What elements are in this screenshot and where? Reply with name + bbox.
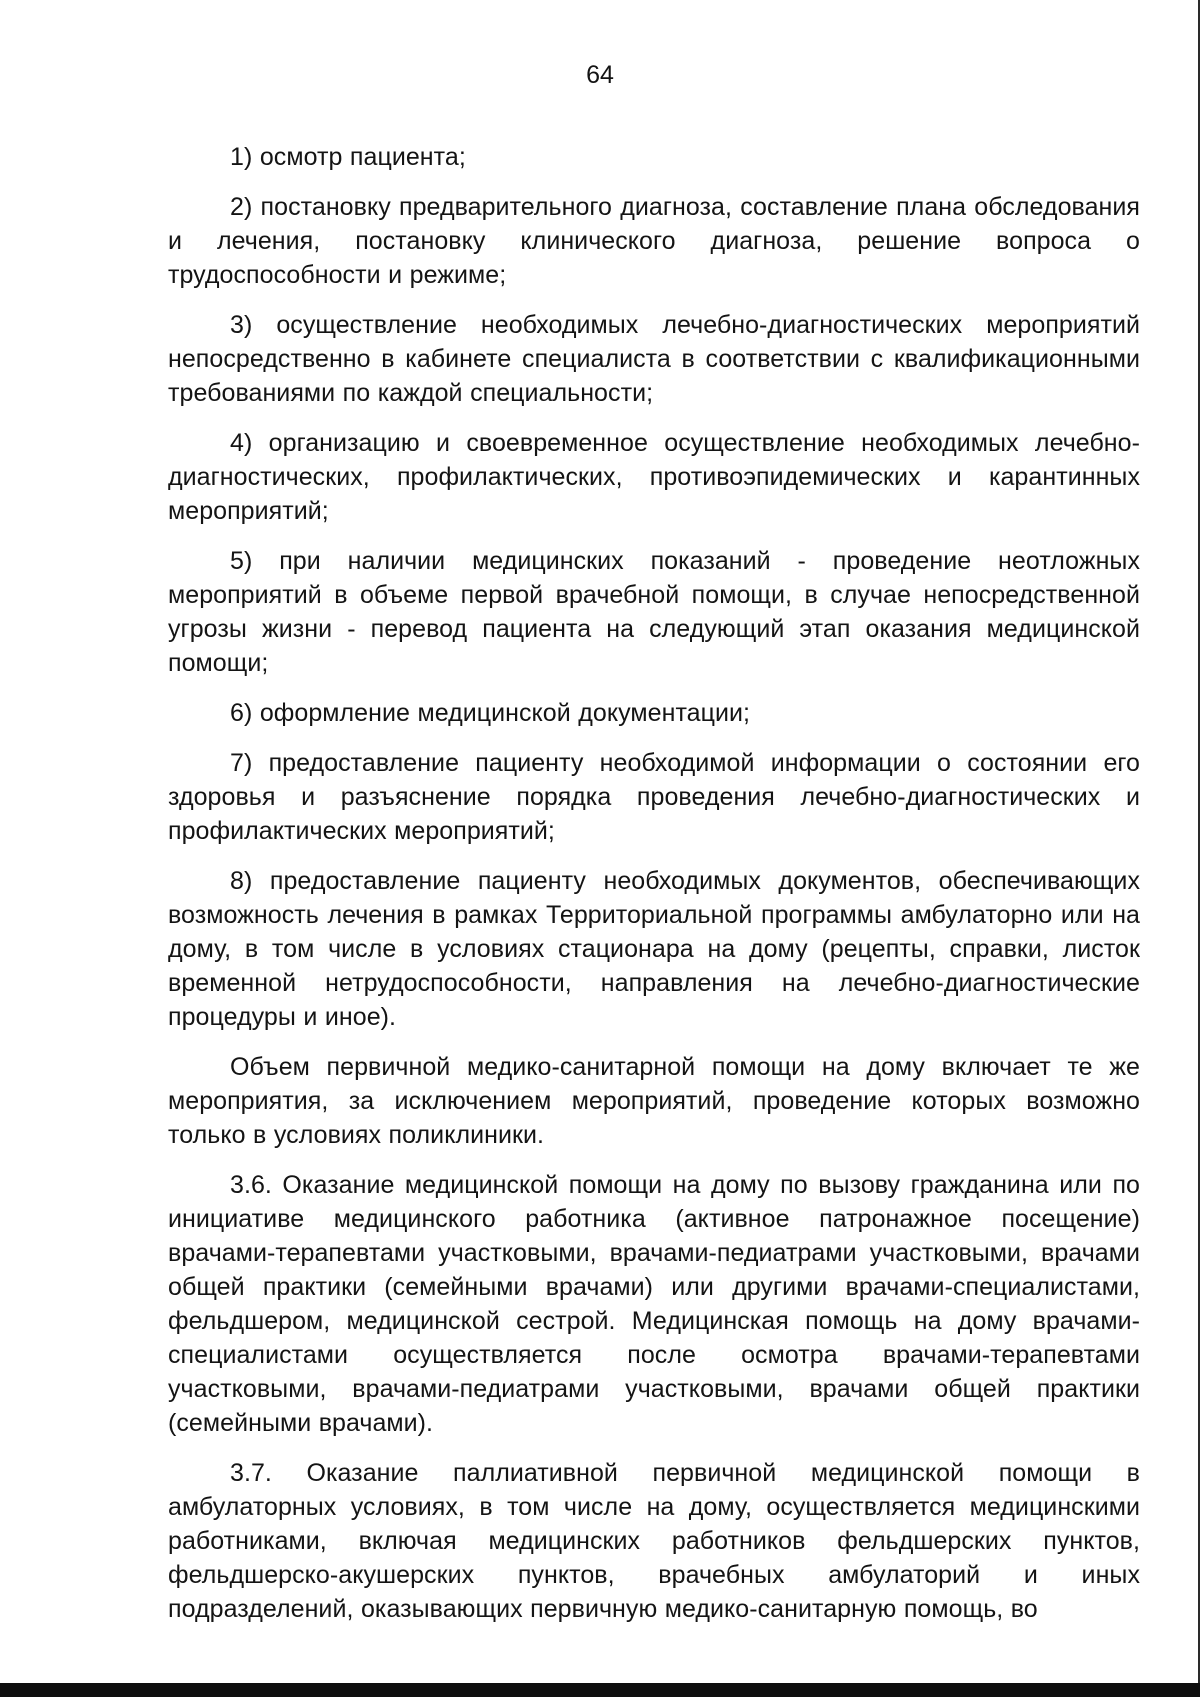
list-item-8: 8) предоставление пациенту необходимых документов, обеспечивающих возможность лечения в рамках Территориальной программы амбулаторно или на дому, в том числе в условиях стационара на дому (рецепты, справки, листок временной нетрудоспособности, направления на лечебно-диагностические процедуры и иное). [168, 867, 1140, 1031]
section-3-7-paragraph: 3.7. Оказание паллиативной первичной медицинской помощи в амбулаторных условиях, в том числе на дому, осуществляется медицинскими работниками, включая медицинских работников фельдшерских пунктов, фельдшерско-акушерских пунктов, врачебных амбулаторий и иных подразделений, оказывающих первичную медико-санитарную помощь, во [168, 1459, 1140, 1623]
scan-edge-bottom [0, 1683, 1200, 1697]
list-item-3: 3) осуществление необходимых лечебно-диагностических мероприятий непосредственно в кабинете специалиста в соответствии с квалификационными требованиями по каждой специальности; [168, 311, 1140, 407]
document-body [168, 140, 1140, 1642]
section-3-6-paragraph: 3.6. Оказание медицинской помощи на дому по вызову гражданина или по инициативе медицинского работника (активное патронажное посещение) врачами-терапевтами участковыми, врачами-педиатрами участковыми, врачами общей практики (семейными врачами) или другими врачами-специалистами, фельдшером, медицинской сестрой. Медицинская помощь на дому врачами-специалистами осуществляется после осмотра врачами-терапевтами участковыми, врачами-педиатрами участковыми, врачами общей практики (семейными врачами). [168, 1171, 1140, 1437]
list-item-5: 5) при наличии медицинских показаний - проведение неотложных мероприятий в объеме первой врачебной помощи, в случае непосредственной угрозы жизни - перевод пациента на следующий этап оказания медицинской помощи; [168, 547, 1140, 677]
list-item-1: 1) осмотр пациента; [230, 143, 466, 171]
list-item-6: 6) оформление медицинской документации; [230, 699, 751, 727]
page-number: 64 [586, 61, 614, 89]
home-care-scope-paragraph: Объем первичной медико-санитарной помощи на дому включает те же мероприятия, за исключением мероприятий, проведение которых возможно только в условиях поликлиники. [168, 1053, 1140, 1149]
list-item-4: 4) организацию и своевременное осуществление необходимых лечебно-диагностических, профилактических, противоэпидемических и карантинных мероприятий; [168, 429, 1140, 525]
list-item-2: 2) постановку предварительного диагноза, составление плана обследования и лечения, постановку клинического диагноза, решение вопроса о трудоспособности и режиме; [168, 193, 1140, 289]
list-item-7: 7) предоставление пациенту необходимой информации о состоянии его здоровья и разъяснение порядка проведения лечебно-диагностических и профилактических мероприятий; [168, 749, 1140, 845]
